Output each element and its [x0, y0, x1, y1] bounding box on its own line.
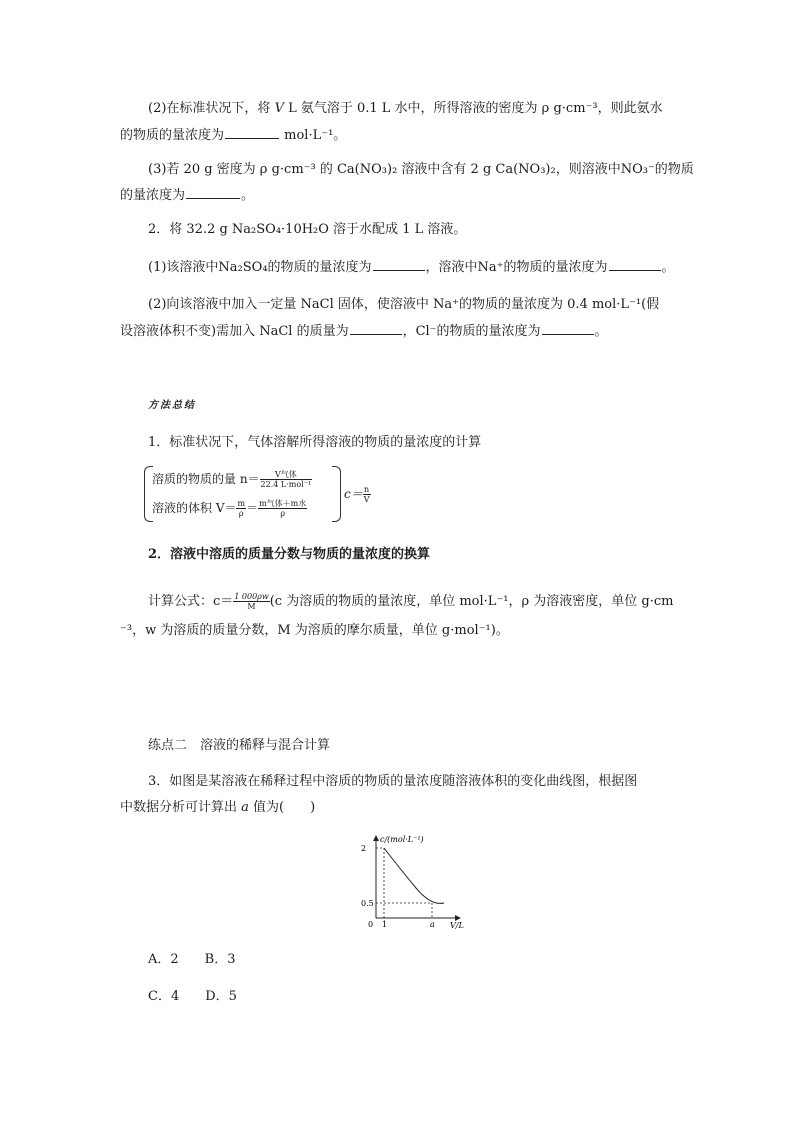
answer-blank[interactable] — [350, 322, 402, 335]
x-axis-label: V/L — [450, 921, 464, 930]
q3-text-b: 值为( ) — [248, 800, 316, 815]
q2-sub2-end: 。 — [594, 324, 608, 339]
calc-formula-line1 — [148, 592, 673, 611]
right-brace — [332, 466, 341, 522]
method-item1: 1．标准状况下，气体溶解所得溶液的物质的量浓度的计算 — [148, 435, 482, 450]
formula-moles-label: 溶质的物质的量 n＝ — [152, 472, 260, 486]
formula-volume-fraction1: $\frac{m}{\rho}$ — [237, 499, 246, 518]
q1-part2-text-b: L 氨气溶于 0.1 L 水中，所得溶液的密度为 ρ g·cm⁻³，则此氨水 — [283, 101, 663, 116]
a-variable: a — [241, 800, 249, 815]
formula-result-lhs: c＝ — [344, 487, 363, 501]
calc-formula-fraction: $\frac{1 000\rho w}{M}$ — [234, 592, 269, 611]
q1-part2-line1 — [148, 100, 663, 118]
formula-moles — [152, 470, 312, 489]
options-row2[interactable]: C．4 D．5 — [148, 989, 237, 1004]
q2-sub2-text-a: 设溶液体积不变)需加入 NaCl 的质量为 — [120, 324, 349, 339]
calc-formula-lhs: 计算公式：c＝ — [148, 594, 234, 609]
q1-part2-unit: mol·L⁻¹。 — [280, 128, 347, 143]
q2-sub2-text-b: ，Cl⁻的物质的量浓度为 — [402, 324, 541, 339]
q2-sub1-text-a: (1)该溶液中Na₂SO₄的物质的量浓度为 — [148, 260, 372, 275]
calc-formula-desc: (c 为溶质的物质的量浓度，单位 mol·L⁻¹，ρ 为溶液密度，单位 g·cm — [269, 594, 674, 609]
q2-sub1-text-b: ，溶液中Na⁺的物质的量浓度为 — [425, 260, 608, 275]
q1-part2-line2 — [120, 126, 346, 145]
q1-part2-text-a: (2)在标准状况下，将 — [148, 101, 275, 116]
formula-volume-label: 溶液的体积 V＝ — [152, 501, 237, 515]
answer-blank[interactable] — [373, 258, 425, 271]
practice-title: 练点二 溶液的稀释与混合计算 — [148, 738, 331, 753]
y-axis-label: c/(mol·L⁻¹) — [380, 835, 424, 844]
method-item2: 2．溶液中溶质的质量分数与物质的量浓度的换算 — [148, 547, 431, 562]
method-heading: 方法总结 — [148, 400, 196, 411]
x-tick-label: a — [430, 920, 435, 929]
dilution-graph — [356, 830, 468, 930]
q2-sub2-line2 — [120, 322, 608, 341]
answer-blank[interactable] — [542, 322, 594, 335]
q3-line1: 3．如图是某溶液在稀释过程中溶质的物质的量浓度随溶液体积的变化曲线图，根据图 — [148, 774, 638, 789]
y-tick-label: 0.5 — [361, 899, 374, 908]
q2-sub1-end: 。 — [661, 260, 675, 275]
formula-result — [344, 485, 371, 504]
q1-part3-line1 — [148, 161, 694, 179]
q1-part3-text-a: (3)若 20 g 密度为 ρ g·cm⁻³ 的 Ca(NO₃)₂ 溶液中含有 2 g Ca(NO₃)₂，则溶液中NO₃⁻的物质 — [148, 162, 694, 177]
formula-volume: 溶液的体积 V＝ $\frac{m}{\rho}$ ＝ $\frac{\text{m气体＋m水}}{\rho}$ — [152, 499, 307, 518]
q1-part3-text-b: 的量浓度为 — [120, 188, 186, 203]
q3-text-a: 中数据分析可计算出 — [120, 800, 242, 815]
origin-label: 0 — [368, 920, 374, 929]
formula-volume-fraction2: $\frac{\text{m气体＋m水}}{\rho}$ — [259, 499, 307, 518]
volume-variable: V — [274, 101, 284, 116]
answer-blank[interactable] — [609, 258, 661, 271]
q3-line2 — [120, 799, 315, 817]
q1-part3-line2 — [120, 186, 254, 205]
formula-moles-fraction: $\frac{\text{V气体}}{\text{22.4 L·mol⁻¹}}$ — [260, 470, 312, 489]
x-tick-label: 1 — [382, 920, 388, 929]
q2-sub1 — [148, 258, 675, 277]
q1-part2-text-c: 的物质的量浓度为 — [120, 128, 225, 143]
q1-part3-end: 。 — [241, 188, 255, 203]
y-tick-label: 2 — [361, 844, 367, 853]
answer-blank[interactable] — [225, 126, 279, 139]
q2-sub2-line1: (2)向该溶液中加入一定量 NaCl 固体，使溶液中 Na⁺的物质的量浓度为 0.4 mol·L⁻¹(假 — [148, 297, 660, 312]
calc-formula-line2: ⁻³，w 为溶质的质量分数，M 为溶质的摩尔质量，单位 g·mol⁻¹)。 — [120, 623, 509, 638]
formula-result-fraction: $\frac{n}{V}$ — [363, 485, 370, 504]
answer-blank[interactable] — [186, 186, 240, 199]
q2-stem: 2．将 32.2 g Na₂SO₄·10H₂O 溶于水配成 1 L 溶液。 — [148, 222, 467, 237]
concentration-curve — [384, 848, 444, 903]
options-row1[interactable]: A．2 B．3 — [148, 952, 236, 967]
